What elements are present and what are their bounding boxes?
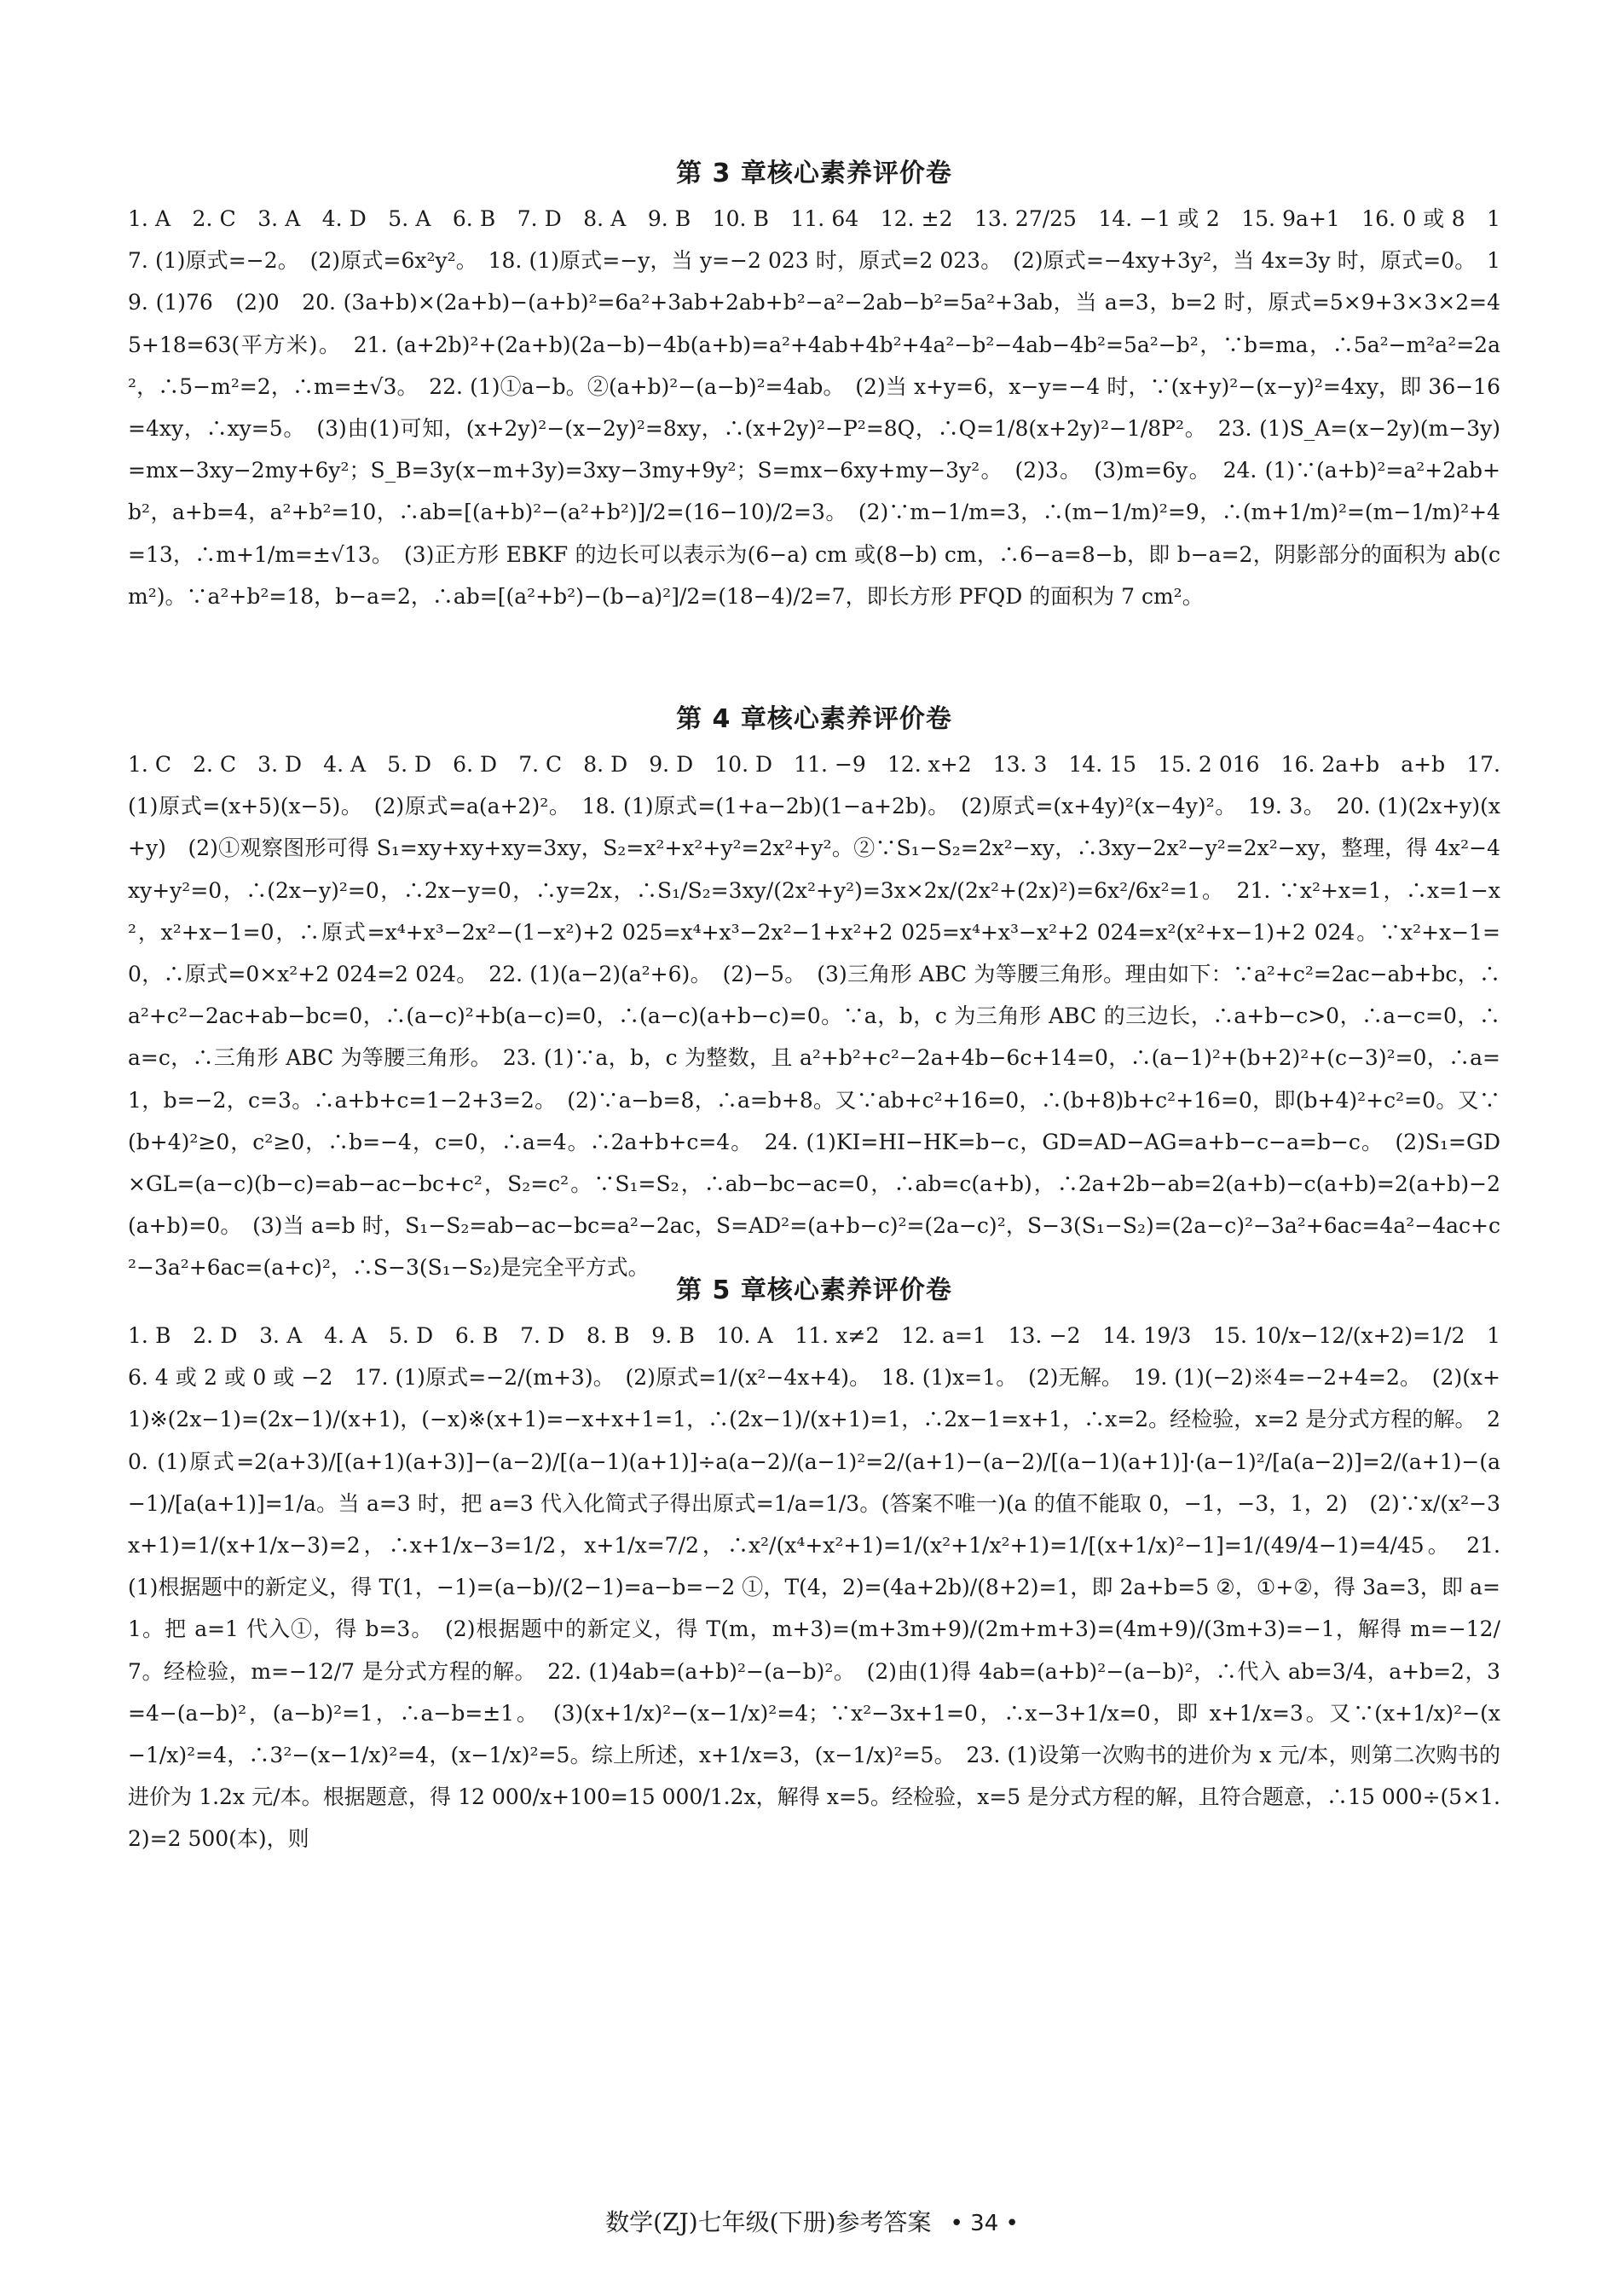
chapter-4-section [128,697,1500,1289]
chapter-4-title: 第 4 章核心素养评价卷 [676,704,952,734]
chapter-3-title: 第 3 章核心素养评价卷 [676,159,952,188]
page-number: • 34 • [950,2211,1019,2236]
chapter-3-answers: 1. A 2. C 3. A 4. D 5. A 6. B 7. D 8. A 9. B 10. B 11. 64 12. ±2 13. 27/25 14. −1 或 2 15. 9a+1 16. 0 或 8 17. (1)原式=−2。 (2)原式=6x²y²。 18. (1)原式=−y，当 y=−2 023 时，原式=2 023。 (2)原式=−4xy+3y²，当 4x=3y 时，原式=0。 19. (1)76 (2)0 20. (3a+b)×(2a+b)−(a+b)²=6a²+3ab+2ab+b²−a²−2ab−b²=5a²+3ab，当 a=3，b=2 时，原式=5×9+3×3×2=45+18=63(平方米)。 21. (a+2b)²+(2a+b)(2a−b)−4b(a+b)=a²+4ab+4b²+4a²−b²−4ab−4b²=5a²−b²，∵b=ma，∴5a²−m²a²=2a²，∴5−m²=2，∴m=±√3。 22. (1)①a−b。②(a+b)²−(a−b)²=4ab。 (2)当 x+y=6，x−y=−4 时，∵(x+y)²−(x−y)²=4xy，即 36−16=4xy，∴xy=5。 (3)由(1)可知，(x+2y)²−(x−2y)²=8xy，∴(x+2y)²−P²=8Q，∴Q=1/8(x+2y)²−1/8P²。 23. (1)S_A=(x−2y)(m−3y)=mx−3xy−2my+6y²；S_B=3y(x−m+3y)=3xy−3my+9y²；S=mx−6xy+my−3y²。 (2)3。 (3)m=6y。 24. (1)∵(a+b)²=a²+2ab+b²，a+b=4，a²+b²=10，∴ab=[(a+b)²−(a²+b²)]/2=(16−10)/2=3。 (2)∵m−1/m=3，∴(m−1/m)²=9，∴(m+1/m)²=(m−1/m)²+4=13，∴m+1/m=±√13。 (3)正方形 EBKF 的边长可以表示为(6−a) cm 或(8−b) cm，∴6−a=8−b，即 b−a=2，阴影部分的面积为 ab(cm²)。∵a²+b²=18，b−a=2，∴ab=[(a²+b²)−(b−a)²]/2=(18−4)/2=7，即长方形 PFQD 的面积为 7 cm²。 [128,206,1500,609]
page-footer [0,2204,1624,2238]
chapter-5-answers: 1. B 2. D 3. A 4. A 5. D 6. B 7. D 8. B 9. B 10. A 11. x≠2 12. a=1 13. −2 14. 19/3 15. 10/x−12/(x+2)=1/2 16. 4 或 2 或 0 或 −2 17. (1)原式=−2/(m+3)。 (2)原式=1/(x²−4x+4)。 18. (1)x=1。 (2)无解。 19. (1)(−2)※4=−2+4=2。 (2)(x+1)※(2x−1)=(2x−1)/(x+1)，(−x)※(x+1)=−x+x+1=1，∴(2x−1)/(x+1)=1，∴2x−1=x+1，∴x=2。经检验，x=2 是分式方程的解。 20. (1)原式=2(a+3)/[(a+1)(a+3)]−(a−2)/[(a−1)(a+1)]÷a(a−2)/(a−1)²=2/(a+1)−(a−2)/[(a−1)(a+1)]·(a−1)²/[a(a−2)]=2/(a+1)−(a−1)/[a(a+1)]=1/a。当 a=3 时，把 a=3 代入化简式子得出原式=1/a=1/3。(答案不唯一)(a 的值不能取 0，−1，−3，1，2) (2)∵x/(x²−3x+1)=1/(x+1/x−3)=2，∴x+1/x−3=1/2，x+1/x=7/2，∴x²/(x⁴+x²+1)=1/(x²+1/x²+1)=1/[(x+1/x)²−1]=1/(49/4−1)=4/45。 21. (1)根据题中的新定义，得 T(1，−1)=(a−b)/(2−1)=a−b=−2 ①，T(4，2)=(4a+2b)/(8+2)=1，即 2a+b=5 ②，①+②，得 3a=3，即 a=1。把 a=1 代入①，得 b=3。 (2)根据题中的新定义，得 T(m，m+3)=(m+3m+9)/(2m+m+3)=(4m+9)/(3m+3)=−1，解得 m=−12/7。经检验，m=−12/7 是分式方程的解。 22. (1)4ab=(a+b)²−(a−b)²。 (2)由(1)得 4ab=(a+b)²−(a−b)²，∴代入 ab=3/4，a+b=2，3=4−(a−b)²，(a−b)²=1，∴a−b=±1。 (3)(x+1/x)²−(x−1/x)²=4；∵x²−3x+1=0，∴x−3+1/x=0，即 x+1/x=3。又∵(x+1/x)²−(x−1/x)²=4，∴3²−(x−1/x)²=4，(x−1/x)²=5。综上所述，x+1/x=3，(x−1/x)²=5。 23. (1)设第一次购书的进价为 x 元/本，则第二次购书的进价为 1.2x 元/本。根据题意，得 12 000/x+100=15 000/1.2x，解得 x=5。经检验，x=5 是分式方程的解，且符合题意，∴15 000÷(5×1.2)=2 500(本)，则 [128,1323,1500,1852]
chapter-5-section [128,1269,1500,1860]
footer-title: 数学(ZJ)七年级(下册)参考答案 [605,2208,932,2236]
chapter-5-title: 第 5 章核心素养评价卷 [676,1275,952,1305]
chapter-4-answers: 1. C 2. C 3. D 4. A 5. D 6. D 7. C 8. D 9. D 10. D 11. −9 12. x+2 13. 3 14. 15 15. 2 016 16. 2a+b a+b 17. (1)原式=(x+5)(x−5)。 (2)原式=a(a+2)²。 18. (1)原式=(1+a−2b)(1−a+2b)。 (2)原式=(x+4y)²(x−4y)²。 19. 3。 20. (1)(2x+y)(x+y) (2)①观察图形可得 S₁=xy+xy+xy=3xy，S₂=x²+x²+y²=2x²+y²。②∵S₁−S₂=2x²−xy，∴3xy−2x²−y²=2x²−xy，整理，得 4x²−4xy+y²=0，∴(2x−y)²=0，∴2x−y=0，∴y=2x，∴S₁/S₂=3xy/(2x²+y²)=3x×2x/(2x²+(2x)²)=6x²/6x²=1。 21. ∵x²+x=1，∴x=1−x²，x²+x−1=0，∴原式=x⁴+x³−2x²−(1−x²)+2 025=x⁴+x³−2x²−1+x²+2 025=x⁴+x³−x²+2 024=x²(x²+x−1)+2 024。∵x²+x−1=0，∴原式=0×x²+2 024=2 024。 22. (1)(a−2)(a²+6)。 (2)−5。 (3)三角形 ABC 为等腰三角形。理由如下：∵a²+c²=2ac−ab+bc，∴a²+c²−2ac+ab−bc=0，∴(a−c)²+b(a−c)=0，∴(a−c)(a+b−c)=0。∵a，b，c 为三角形 ABC 的三边长，∴a+b−c>0，∴a−c=0，∴a=c，∴三角形 ABC 为等腰三角形。 23. (1)∵a，b，c 为整数，且 a²+b²+c²−2a+4b−6c+14=0，∴(a−1)²+(b+2)²+(c−3)²=0，∴a=1，b=−2，c=3。∴a+b+c=1−2+3=2。 (2)∵a−b=8，∴a=b+8。又∵ab+c²+16=0，∴(b+8)b+c²+16=0，即(b+4)²+c²=0。又∵(b+4)²≥0，c²≥0，∴b=−4，c=0，∴a=4。∴2a+b+c=4。 24. (1)KI=HI−HK=b−c，GD=AD−AG=a+b−c−a=b−c。 (2)S₁=GD×GL=(a−c)(b−c)=ab−ac−bc+c²，S₂=c²。∵S₁=S₂，∴ab−bc−ac=0，∴ab=c(a+b)，∴2a+2b−ab=2(a+b)−c(a+b)=2(a+b)−2(a+b)=0。 (3)当 a=b 时，S₁−S₂=ab−ac−bc=a²−2ac，S=AD²=(a+b−c)²=(2a−c)²，S−3(S₁−S₂)=(2a−c)²−3a²+6ac=4a²−4ac+c²−3a²+6ac=(a+c)²，∴S−3(S₁−S₂)是完全平方式。 [128,752,1500,1281]
chapter-3-section [128,152,1500,617]
